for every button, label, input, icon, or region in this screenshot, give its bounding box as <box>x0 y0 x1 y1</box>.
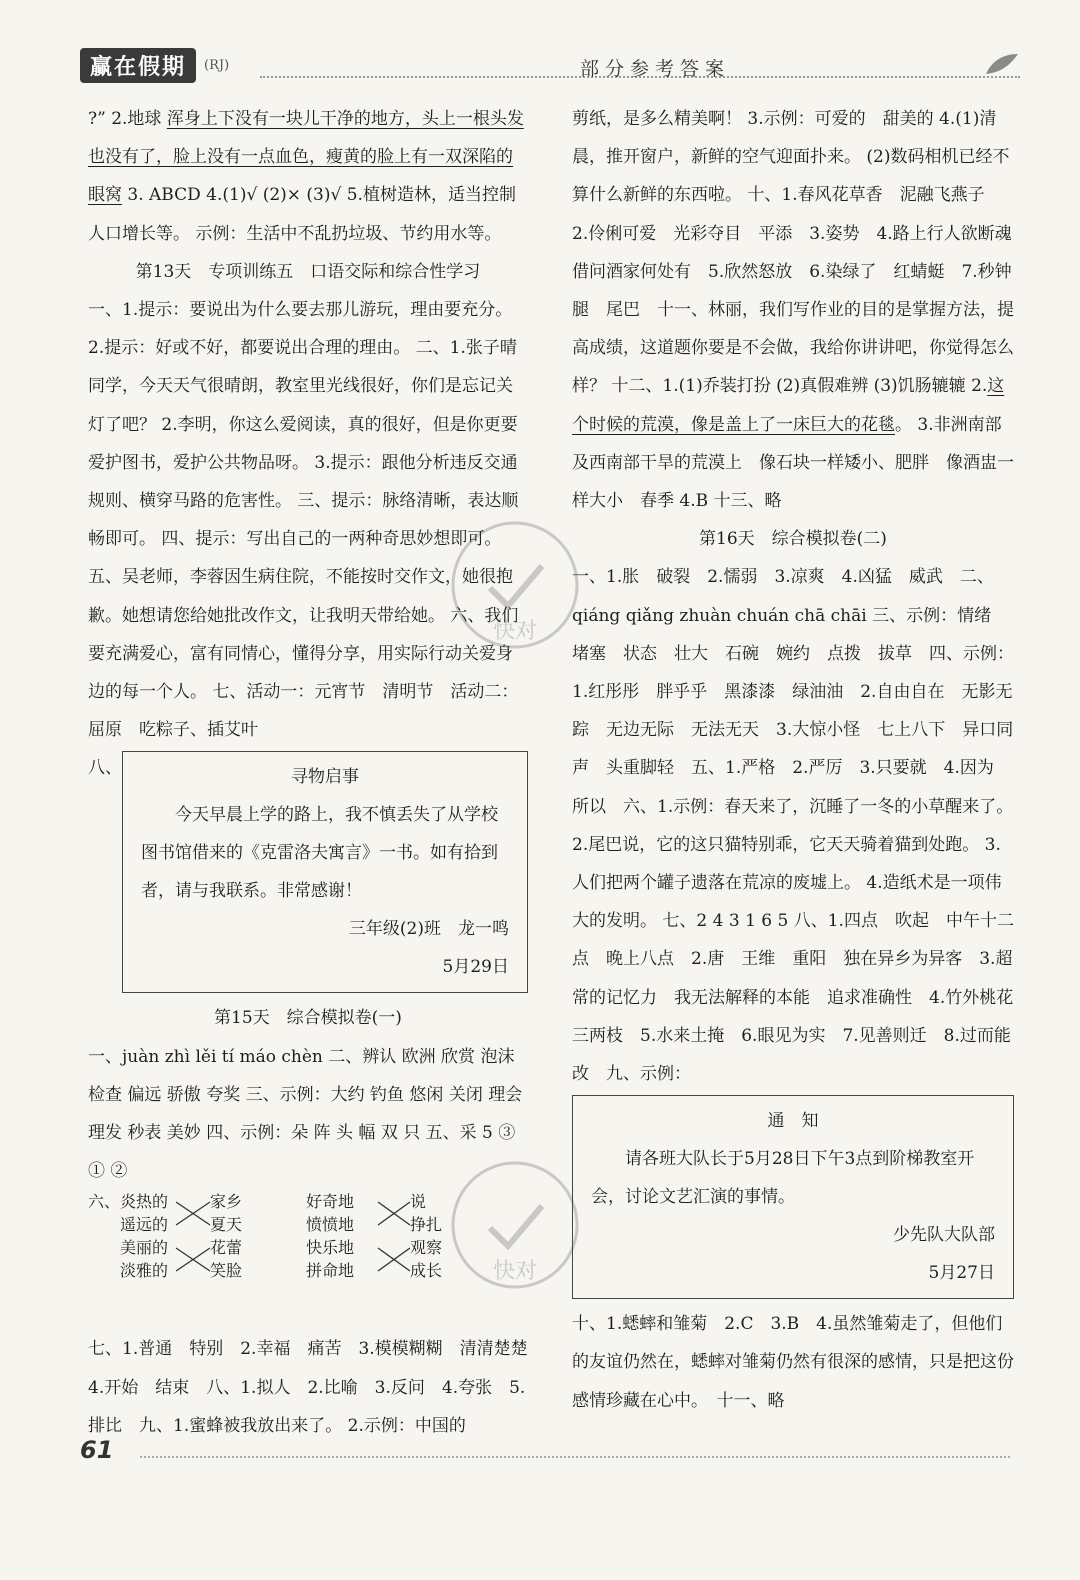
section-heading-day16: 第16天 综合模拟卷(二) <box>699 529 887 550</box>
notice-signature: 少先队大队部 <box>893 1225 995 1246</box>
match-left-target: 笑脸 <box>210 1261 243 1281</box>
notice-date: 5月27日 <box>928 1263 995 1284</box>
right-column <box>572 100 1029 1420</box>
match-left-target: 花蕾 <box>210 1238 243 1258</box>
match-left-item: 美丽的 <box>120 1238 169 1258</box>
brand-edition: (RJ) <box>204 58 230 73</box>
notice-title: 通 知 <box>767 1111 819 1132</box>
match-right-target: 说 <box>410 1192 427 1212</box>
brand-logo <box>80 48 229 83</box>
match-right-item: 拼命地 <box>306 1261 355 1281</box>
answer-paragraph: 十、1.蟋蟀和雏菊 2.C 3.B 4.虽然雏菊走了，但他们的友谊仍然在，蟋蟀对雏菊仍然有很深的感情，只是把这份感情珍藏在心中。 十一、略 <box>572 1314 1014 1411</box>
answer-paragraph: 一、1.提示：要说出为什么要去那儿游玩，理由要充分。 2.提示：好或不好，都要说出合理的理由。 二、1.张子晴同学，今天天气很晴朗，教室里光线很好，你们是忘记关灯了吧？ 2.李明，你这么爱阅读，真的很好，但是你更要爱护图书，爱护公共物品呀。 3.提示：跟他分析违反交通规则、横穿马路的危害性。 三、提示：脉络清晰，表达顺畅即可。 四、提示：写出自己的一两种奇思妙想即可。 五、吴老师，李蓉因生病住院，不能按时交作文，她很抱歉。她想请您给她批改作文，让我明天带给她。 六、我们要充满爱心，富有同情心，懂得分享，用实际行动关爱身边的每一个人。 七、活动一：元宵节 清明节 活动二：屈原 吃粽子、插艾叶 <box>88 300 519 741</box>
lost-item-notice-block <box>88 749 528 999</box>
match-right-item: 快乐地 <box>306 1238 355 1258</box>
answer-paragraph: 七、1.普通 特别 2.幸福 痛苦 3.模模糊糊 清清楚楚 4.开始 结束 八、1.拟人 2.比喻 3.反问 4.夸张 5.排比 九、1.蜜蜂被我放出来了。 2.示例：中国的 <box>88 1339 545 1436</box>
page-number: 61 <box>80 1436 114 1464</box>
match-left-item: 六、炎热的 <box>88 1192 169 1212</box>
match-right-target: 挣扎 <box>410 1215 443 1235</box>
match-left-target: 家乡 <box>210 1192 243 1212</box>
match-right-item: 愤愤地 <box>306 1215 355 1235</box>
lost-item-notice <box>122 751 528 993</box>
watermark-stamp-icon <box>440 1150 590 1300</box>
match-right-item: 好奇地 <box>306 1192 355 1212</box>
leaf-icon <box>984 52 1020 78</box>
underlined-answer: 浑身上下没有一块儿干净的地方，头上一根头发也没有了，脸上没有一点血色，瘦黄的脸上有一双深陷的眼窝 <box>88 109 524 206</box>
match-right-target: 观察 <box>410 1238 443 1258</box>
brand-title: 赢在假期 <box>80 48 196 83</box>
match-left-target: 夏天 <box>210 1215 243 1235</box>
section-heading-day15: 第15天 综合模拟卷(一) <box>214 1008 402 1029</box>
answer-paragraph: 一、juàn zhì lěi tí máo chèn 二、辨认 欧洲 欣赏 泡沫 检查 偏远 骄傲 夸奖 三、示例：大约 钓鱼 悠闲 关闭 理会 理发 秒表 美妙 四、示例：朵 阵 头 幅 双 只 五、采 5 ③ ① ② <box>88 1046 528 1182</box>
match-right-target: 成长 <box>410 1261 443 1281</box>
match-left-item: 淡雅的 <box>120 1261 169 1281</box>
page-section-title: 部分参考答案 <box>580 58 731 80</box>
watermark-text: 快对 <box>492 1259 538 1284</box>
watermark-text: 快对 <box>492 619 538 644</box>
notice-date: 5月29日 <box>442 957 509 978</box>
answer-paragraph: ?” 2.地球 浑身上下没有一块儿干净的地方，头上一根头发也没有了，脸上没有一点血色，瘦黄的脸上有一双深陷的眼窝 3. ABCD 4.(1)√ (2)× (3)√ 5.植树造林，适当控制人口增长等。 示例：生活中不乱扔垃圾、节约用水等。 <box>88 109 524 244</box>
underlined-answer: 这个时候的荒漠，像是盖上了一床巨大的花毯 <box>572 376 1005 435</box>
section-heading-day13: 第13天 专项训练五 口语交际和综合性学习 <box>135 261 481 282</box>
page-header <box>80 48 1020 88</box>
answer-paragraph: 剪纸，是多么精美啊！ 3.示例：可爱的 甜美的 4.(1)清晨，推开窗户，新鲜的空气迎面扑来。 (2)数码相机已经不算什么新鲜的东西啦。 十、1.春风花草香 泥融飞燕子 2.伶俐可爱 光彩夺目 平添 3.姿势 4.路上行人欲断魂 借问酒家何处有 5.欣然怒放 6.染绿了 红蜻蜓 7.秒钟 腿 尾巴 十一、林丽，我们写作业的目的是掌握方法，提高成绩，这道题你要是不会做，我给你讲讲吧，你觉得怎么样？ 十二、1.(1)乔装打扮 (2)真假难辨 (3)饥肠辘辘 2.这个时候的荒漠，像是盖上了一床巨大的花毯。 3.非洲南部及西南部干旱的荒漠上 像石块一样矮小、肥胖 像酒盅一样大小 春季 4.B 十三、略 <box>572 109 1029 512</box>
notice-signature: 三年级(2)班 龙一鸣 <box>348 919 509 940</box>
meeting-notice <box>572 1095 1014 1299</box>
notice-title: 寻物启事 <box>291 767 359 788</box>
match-left-item: 遥远的 <box>120 1215 169 1235</box>
watermark-stamp-icon <box>440 510 590 660</box>
notice-body: 今天早晨上学的路上，我不慎丢失了从学校图书馆借来的《克雷洛夫寓言》一书。如有拾到者，请与我联系。非常感谢！ <box>141 805 498 902</box>
answer-paragraph: 一、1.胀 破裂 2.懦弱 3.凉爽 4.凶猛 威武 二、qiáng qiǎng zhuàn chuán chā chāi 三、示例：情绪 堵塞 状态 壮大 石碗 婉约 点拨 拔草 四、示例：1.红彤彤 胖乎乎 黑漆漆 绿油油 2.自由自在 无影无踪 无边无际 无法无天 3.大惊小怪 七上八下 异口同声 头重脚轻 五、1.严格 2.严厉 3.只要就 4.因为 所以 六、1.示例：春天来了，沉睡了一冬的小草醒来了。 2.尾巴说，它的这只猫特别乖，它天天骑着猫到处跑。 3.人们把两个罐子遗落在荒凉的废墟上。 4.造纸术是一项伟大的发明。 七、2 4 3 1 6 5 八、1.四点 吹起 中午十二点 晚上八点 2.唐 王维 重阳 独在异乡为异客 3.超常的记忆力 我无法解释的本能 追求准确性 4.竹外桃花三两枝 5.水来土掩 6.眼见为实 7.见善则迁 8.过而能改 九、示例： <box>572 567 1019 1085</box>
notice-body: 请各班大队长于5月28日下午3点到阶梯教室开会，讨论文艺汇演的事情。 <box>591 1149 975 1208</box>
question-label: 八、 <box>88 758 122 779</box>
footer-divider <box>140 1456 1010 1458</box>
